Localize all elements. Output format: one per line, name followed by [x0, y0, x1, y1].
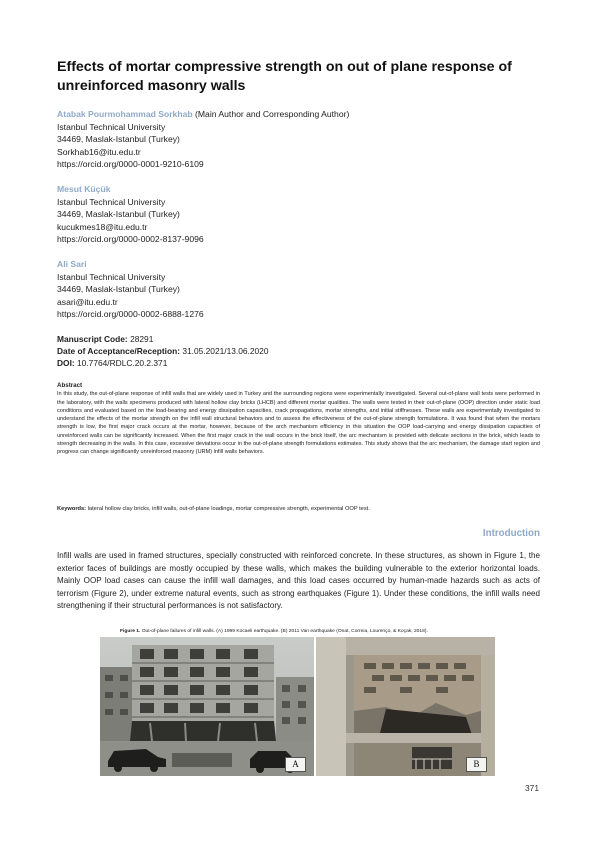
author-affiliation: Istanbul Technical University	[57, 271, 166, 282]
author-block-2	[57, 183, 537, 246]
doi-link[interactable]: 10.7764/RDLC.20.2.371	[77, 358, 168, 369]
figure-caption-text: Out-of-plane failures of infill walls. (A) 1999 Kocaeli earthquake. (B) 2011 Van earthquake (Onat, Correia, Lourenço, & Koçak, 2018).	[141, 629, 428, 634]
abstract-text: In this study, the out-of-plane response of infill walls that are widely used in Turkey and the surrounding regions were experimentally investigated. Several out-of-plane wall tests were performed in the laboratory, with the walls specimens produced with lateral hollow clay bricks (LHCB) and different mortar qualities. The walls were tested in their out-of-plane (OOP) direction under static load conditions and evaluated based on the load-bearing and energy dissipation capacities, crack propagations, mortar strengths, and initial stiffnesses. These walls are experimentally investigated to understand the effects of the mortar strength on the infill wall structural behaviors and to assess the effectiveness of the out-of-plane strength formulations. It was found that when the mortars strength is low, the first major crack occurs at the mortar, however, because of the arch mechanism efficiency in this situation the OOP load-carrying and energy dissipation capacities of unreinforced walls can be significantly increased. When the first major crack in the wall occurs in the brick itself, the arc mechanism is provided with delicate sections in the brick, which leads to strength decreasing in the walls. In this case, excessive deviations occur in the out-of-plane strength formulations estimates. This study shows that the arc mechanism, the damage start region and progress can change significantly unreinforced masonry (URM) infill walls behaviors.	[57, 391, 540, 456]
figure-caption-label: Figure 1.	[120, 629, 141, 634]
author-affiliation: Istanbul Technical University	[57, 121, 166, 132]
author-email[interactable]: kucukmes18@itu.edu.tr	[57, 221, 148, 232]
manuscript-code-value: 28291	[130, 334, 154, 344]
author-orcid-link[interactable]: https://orcid.org/0000-0001-9210-6109	[57, 159, 204, 170]
author-block-3	[57, 258, 537, 321]
author-block-1	[57, 108, 537, 171]
abstract	[57, 382, 540, 457]
keywords	[57, 505, 540, 513]
keywords-label: Keywords:	[57, 506, 87, 512]
author-orcid-link[interactable]: https://orcid.org/0000-0002-8137-9096	[57, 234, 204, 245]
kocaeli-damage-photo	[100, 637, 314, 776]
doi-label: DOI:	[57, 358, 75, 369]
author-name: Atabak Pourmohammad Sorkhab	[57, 109, 193, 119]
figure-panel-label-a: A	[285, 757, 306, 772]
introduction-paragraph: Infill walls are used in framed structures, specially constructed with reinforced concrete. In these structures, as shown in Figure 1, the exterior faces of buildings are mostly occupied by these walls, which makes the building vulnerable to the exterior horizontal loads. Mainly OOP load cases can cause the infill wall damages, and this load cases occurred by human-made hazards such as acts of terrorism (Figure 2), under extreme natural events, such as strong earthquakes (Figure 1). Under these conditions, the infill walls need strengthening if their structural performances is not satisfactory.	[57, 551, 540, 611]
figure-photo-b	[316, 637, 495, 776]
abstract-heading: Abstract	[57, 382, 83, 389]
figure-caption	[120, 629, 428, 634]
figure-photo-a	[100, 637, 314, 776]
acceptance-date-label: Date of Acceptance/Reception:	[57, 346, 181, 357]
author-address: 34469, Maslak-Istanbul (Turkey)	[57, 209, 180, 220]
author-email[interactable]: Sorkhab16@itu.edu.tr	[57, 146, 141, 157]
section-heading-introduction: Introduction	[482, 528, 540, 539]
paper-title: Effects of mortar compressive strength on out of plane response of unreinforced masonry walls	[57, 59, 512, 94]
author-orcid-link[interactable]: https://orcid.org/0000-0002-6888-1276	[57, 309, 204, 320]
author-name: Mesut Küçük	[57, 184, 111, 194]
author-affiliation: Istanbul Technical University	[57, 196, 166, 207]
author-address: 34469, Maslak-Istanbul (Turkey)	[57, 284, 180, 295]
author-role: (Main Author and Corresponding Author)	[195, 109, 350, 119]
author-email[interactable]: asari@itu.edu.tr	[57, 296, 118, 307]
author-address: 34469, Maslak-Istanbul (Turkey)	[57, 134, 180, 145]
figure-panel-label-b: B	[466, 757, 487, 772]
author-name: Ali Sari	[57, 259, 87, 269]
keywords-text: lateral hollow clay bricks, infill walls, out-of-plane loadings, mortar compressive strength, experimental OOP test.	[87, 506, 370, 512]
van-damage-photo	[316, 637, 495, 776]
acceptance-date-value: 31.05.2021/13.06.2020	[182, 346, 269, 357]
manuscript-meta	[57, 333, 269, 370]
page-number: 371	[525, 783, 539, 793]
manuscript-code-label: Manuscript Code:	[57, 334, 128, 344]
